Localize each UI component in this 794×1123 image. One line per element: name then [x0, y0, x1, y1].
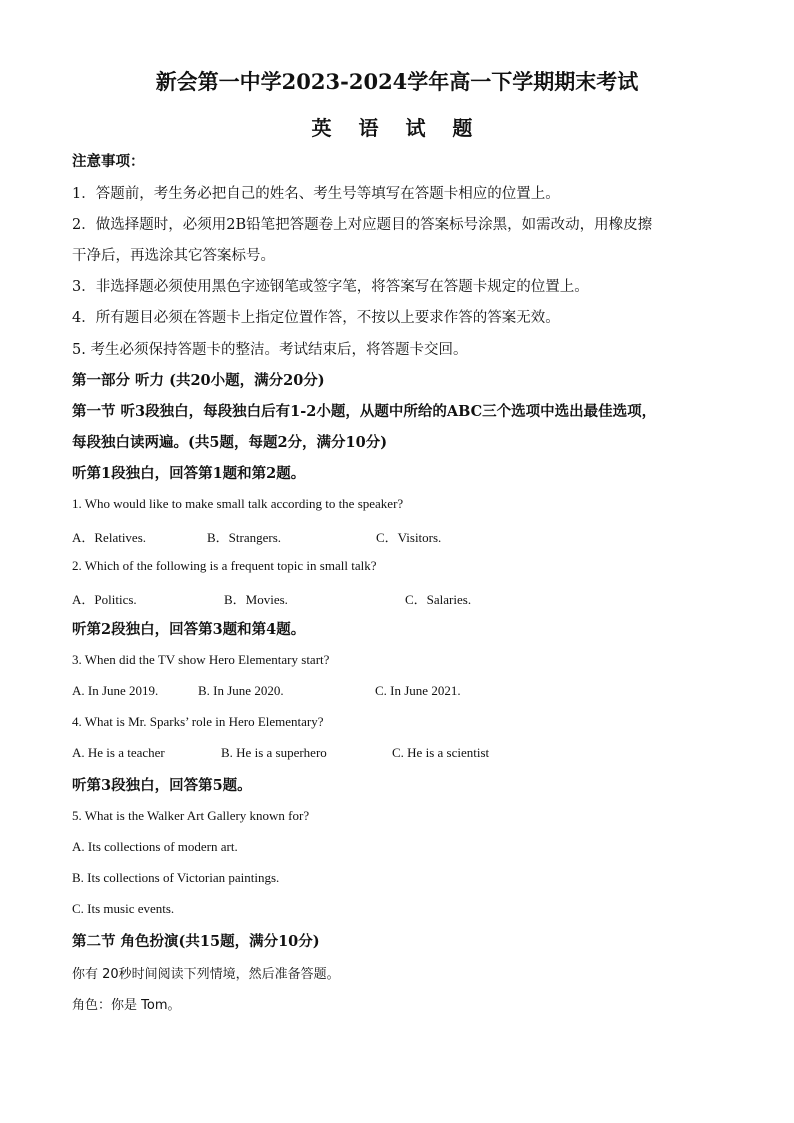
notice-item-1: 1．答题前，考生务必把自己的姓名、考生号等填写在答题卡相应的位置上。 [72, 186, 560, 202]
question-2-option-c: C．Salaries. [405, 592, 472, 607]
notice-item-4: 4．所有题目必须在答题卡上指定位置作答，不按以上要求作答的答案无效。 [72, 310, 560, 326]
notice-item-3: 3．非选择题必须使用黑色字迹钢笔或签字笔，将答案写在答题卡规定的位置上。 [72, 279, 589, 295]
notice-item-2: 2．做选择题时，必须用2B铅笔把答题卷上对应题目的答案标号涂黑，如需改动，用橡皮擦 [72, 217, 653, 233]
question-5-option-a: A. Its collections of modern art. [72, 839, 238, 854]
question-5-option-b: B. Its collections of Victorian paintings. [72, 870, 280, 885]
question-1-option-b: B．Strangers. [207, 530, 282, 545]
part1-heading: 第一部分 听力 (共20小题，满分20分) [72, 372, 325, 389]
notice-heading: 注意事项： [72, 153, 145, 170]
notice-item-2-cont: 干净后，再选涂其它答案标号。 [72, 248, 275, 264]
question-5-option-c: C. Its music events. [72, 901, 175, 916]
question-4-option-c: C. He is a scientist [392, 745, 490, 760]
question-3-option-a: A. In June 2019. [72, 683, 159, 698]
monologue-3-heading: 听第3段独白，回答第5题。 [72, 777, 252, 794]
section2-role: 角色：你是 Tom。 [72, 998, 181, 1013]
monologue-2-heading: 听第2段独白，回答第3题和第4题。 [72, 621, 306, 638]
question-2-stem: 2. Which of the following is a frequent topic in small talk? [72, 558, 377, 573]
question-4-option-b: B. He is a superhero [221, 745, 327, 760]
question-4-option-a: A. He is a teacher [72, 745, 165, 760]
exam-subtitle: 英 语 试 题 [311, 116, 483, 140]
monologue-1-heading: 听第1段独白，回答第1题和第2题。 [72, 465, 306, 482]
notice-item-5: 5. 考生必须保持答题卡的整洁。考试结束后，将答题卡交回。 [72, 342, 468, 358]
question-3-option-c: C. In June 2021. [375, 683, 461, 698]
section2-instruction: 你有 20秒时间阅读下列情境，然后准备答题。 [72, 967, 340, 982]
section1-line2: 每段独白读两遍。(共5题，每题2分，满分10分) [72, 434, 388, 451]
question-3-option-b: B. In June 2020. [198, 683, 284, 698]
question-2-option-b: B．Movies. [224, 592, 288, 607]
question-1-option-c: C．Visitors. [376, 530, 442, 545]
question-3-stem: 3. When did the TV show Hero Elementary start? [72, 652, 330, 667]
question-5-stem: 5. What is the Walker Art Gallery known for? [72, 808, 310, 823]
question-1-stem: 1. Who would like to make small talk according to the speaker? [72, 496, 404, 511]
question-2-option-a: A．Politics. [72, 592, 137, 607]
section1-line1: 第一节 听3段独白，每段独白后有1-2小题，从题中所给的ABC三个选项中选出最佳选项， [72, 403, 657, 420]
question-1-option-a: A．Relatives. [72, 530, 147, 545]
exam-title: 新会第一中学2023-2024学年高一下学期期末考试 [155, 69, 639, 94]
section2-heading: 第二节 角色扮演(共15题，满分10分) [72, 933, 320, 950]
question-4-stem: 4. What is Mr. Sparks’ role in Hero Elementary? [72, 714, 324, 729]
